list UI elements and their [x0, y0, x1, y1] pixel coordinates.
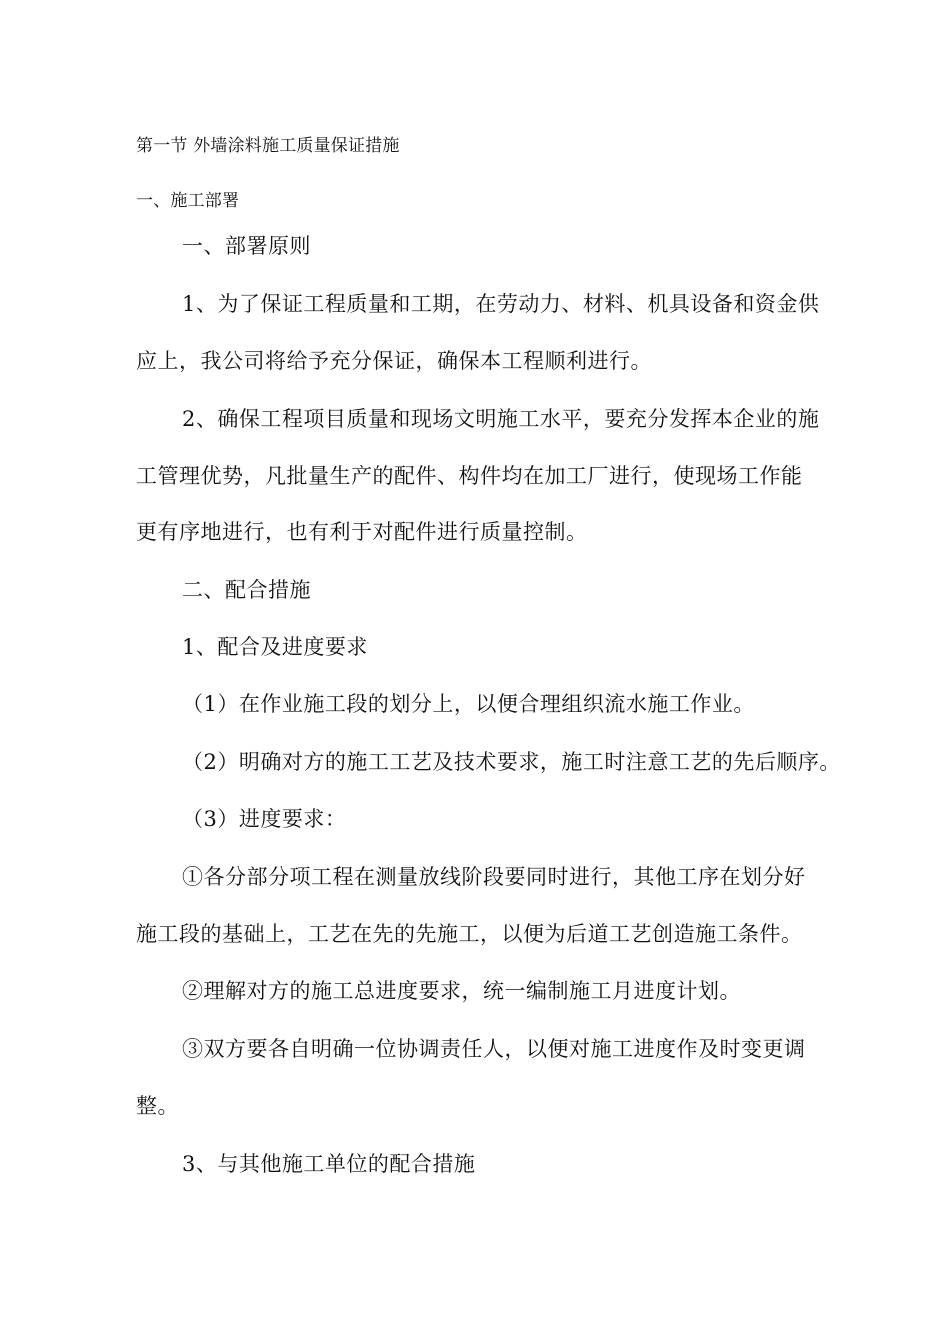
paragraph-line: ②理解对方的施工总进度要求，统一编制施工月进度计划。 — [182, 979, 741, 1003]
paragraph-line: 1、为了保证工程质量和工期，在劳动力、材料、机具设备和资金供 — [182, 292, 820, 316]
paragraph-line: 2、确保工程项目质量和现场文明施工水平，要充分发挥本企业的施 — [182, 407, 820, 431]
section-heading: 一、施工部署 — [136, 191, 240, 211]
paragraph-line: ①各分部分项工程在测量放线阶段要同时进行，其他工序在划分好 — [182, 865, 806, 889]
list-item: 1、配合及进度要求 — [182, 635, 368, 659]
subsection-heading: 一、部署原则 — [182, 234, 311, 258]
paragraph-line: 工管理优势，凡批量生产的配件、构件均在加工厂进行，使现场工作能 — [136, 464, 803, 488]
paragraph-line: 施工段的基础上，工艺在先的先施工，以便为后道工艺创造施工条件。 — [136, 922, 803, 946]
list-item: （3）进度要求： — [182, 807, 347, 831]
paragraph-line: 应上，我公司将给予充分保证，确保本工程顺利进行。 — [136, 349, 652, 373]
paragraph-line: 更有序地进行，也有利于对配件进行质量控制。 — [136, 520, 588, 544]
list-item: （2）明确对方的施工工艺及技术要求，施工时注意工艺的先后顺序。 — [182, 750, 841, 774]
paragraph-line: ③双方要各自明确一位协调责任人，以便对施工进度作及时变更调 — [182, 1037, 806, 1061]
subsection-heading: 二、配合措施 — [182, 578, 311, 602]
list-item: 3、与其他施工单位的配合措施 — [182, 1152, 476, 1176]
document-title: 第一节 外墙涂料施工质量保证措施 — [136, 136, 400, 156]
paragraph-line: 整。 — [136, 1094, 179, 1118]
list-item: （1）在作业施工段的划分上，以便合理组织流水施工作业。 — [182, 692, 755, 716]
